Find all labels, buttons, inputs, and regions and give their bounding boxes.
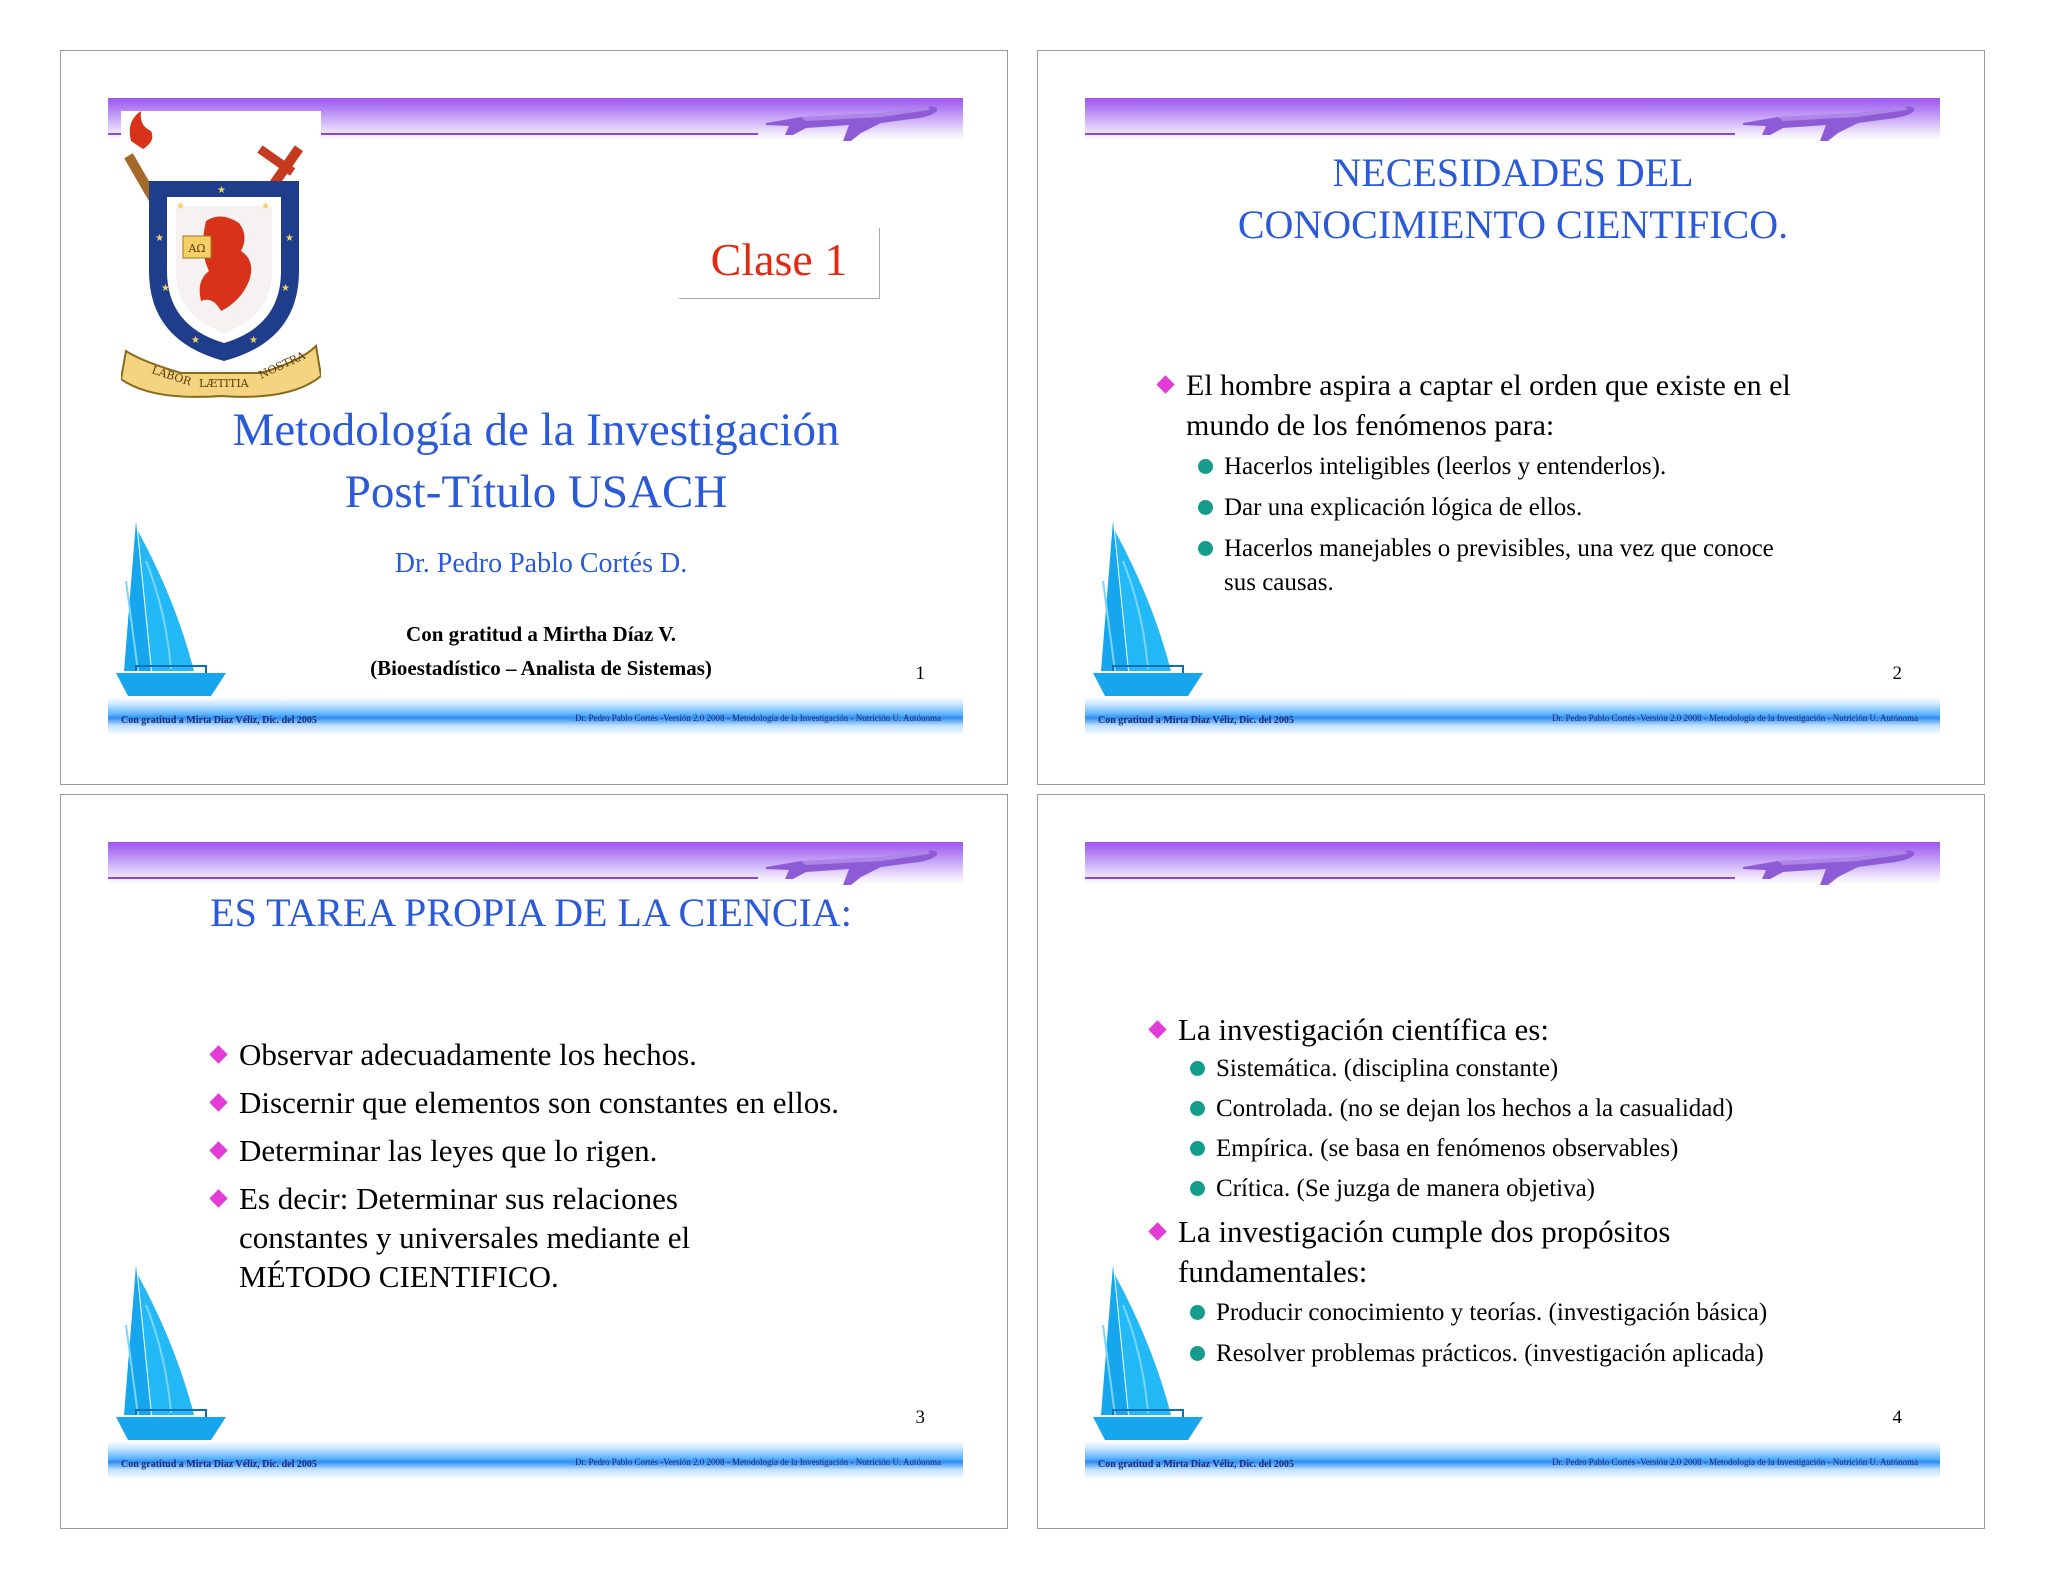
footer-left: Con gratitud a Mirta Diaz Véliz, Dic. del 2005 [121,1459,317,1470]
slide-title-line2: CONOCIMIENTO CIENTIFICO. [1237,202,1789,247]
page-number: 4 [1892,1407,1902,1428]
svg-text:★: ★ [176,201,185,212]
page-number: 3 [915,1407,925,1428]
footer-right: Dr. Pedro Pablo Cortés -Versión 2.0 2008 - Metodología de la Investigación - Nutrición U. Autónoma [1552,1457,1918,1467]
clase-label: Clase 1 [710,234,848,285]
footer-left: Con gratitud a Mirta Diaz Véliz, Dic. del 2005 [121,715,317,726]
course-title-line1: Metodología de la Investigación [232,404,840,456]
course-title-line2: Post-Título USACH [344,466,728,518]
slide-title: ES TAREA PROPIA DE LA CIENCIA: [210,890,852,935]
airplane-icon [761,101,941,145]
footer-right: Dr. Pedro Pablo Cortés -Versión 2.0 2008 - Metodología de la Investigación - Nutrición U. Autónoma [575,1457,941,1467]
circle-bullet-icon [1198,500,1213,515]
slide-4 [1037,794,1985,1529]
gratitude-line1: Con gratitud a Mirtha Díaz V. [406,622,676,646]
sub-item: Resolver problemas prácticos. (investigación aplicada) [1148,1337,1928,1371]
diamond-bullet-icon [1148,1020,1166,1038]
sub-item: Dar una explicación lógica de ellos. [1156,491,1916,525]
sub-item: Producir conocimiento y teorías. (investigación básica) [1148,1296,1928,1330]
airplane-icon [1738,101,1918,145]
gratitude-note [241,617,841,685]
list-item: Discernir que elementos son constantes en ellos. [209,1083,969,1122]
list-item: Determinar las leyes que lo rigen. [209,1131,969,1170]
airplane-icon [761,845,941,889]
author: Dr. Pedro Pablo Cortés D. [394,548,688,579]
svg-text:★: ★ [155,233,164,244]
sailboat-icon [1093,1265,1203,1450]
diamond-bullet-icon [1156,375,1174,393]
header-line [1085,133,1735,135]
crest-motto-1: LABOR [150,363,193,389]
footer-left: Con gratitud a Mirta Diaz Véliz, Dic. del 2005 [1098,715,1294,726]
page-number: 2 [1892,663,1902,684]
slide-3 [60,794,1008,1529]
circle-bullet-icon [1190,1101,1205,1116]
slide-2 [1037,50,1985,785]
crest-motto-3: NOSTRA [256,348,308,382]
usach-crest-icon [121,111,321,401]
circle-bullet-icon [1198,459,1213,474]
footer-right: Dr. Pedro Pablo Cortés -Versión 2.0 2008 - Metodología de la Investigación - Nutrición U. Autónoma [575,713,941,723]
sub-item: Crítica. (Se juzga de manera objetiva) [1148,1172,1928,1206]
slide-1 [60,50,1008,785]
slide-title [1138,147,1888,251]
diamond-bullet-icon [209,1045,227,1063]
footer-left: Con gratitud a Mirta Diaz Véliz, Dic. del 2005 [1098,1459,1294,1470]
svg-text:★: ★ [191,335,200,346]
list-item: La investigación cumple dos propósitos fundamentales: [1148,1212,1928,1292]
slide-title-line1: NECESIDADES DEL [1332,150,1694,195]
sailboat-icon [116,521,226,706]
svg-text:★: ★ [249,335,258,346]
svg-text:★: ★ [285,233,294,244]
circle-bullet-icon [1190,1061,1205,1076]
footer-right: Dr. Pedro Pablo Cortés -Versión 2.0 2008 - Metodología de la Investigación - Nutrición U. Autónoma [1552,713,1918,723]
list-item: Observar adecuadamente los hechos. [209,1035,969,1074]
svg-text:★: ★ [161,283,170,294]
diamond-bullet-icon [209,1141,227,1159]
sub-item: Controlada. (no se dejan los hechos a la casualidad) [1148,1092,1928,1126]
header-line [108,877,758,879]
sailboat-icon [1093,521,1203,706]
bullet-list [209,1035,969,1296]
gratitude-line2: (Bioestadístico – Analista de Sistemas) [370,656,712,680]
crest-motto-2: LÆTITIA [199,377,249,390]
svg-text:★: ★ [281,283,290,294]
course-title [161,399,911,523]
diamond-bullet-icon [209,1189,227,1207]
diamond-bullet-icon [209,1093,227,1111]
sub-item: Sistemática. (disciplina constante) [1148,1052,1928,1086]
crest-alpha-omega: AΩ [188,242,206,255]
svg-text:★: ★ [217,185,226,196]
svg-text:★: ★ [261,201,270,212]
page-number: 1 [915,663,925,684]
sailboat-icon [116,1265,226,1450]
header-line [1085,877,1735,879]
list-item: Es decir: Determinar sus relaciones constantes y universales mediante el MÉTODO CIENTIFICO. [209,1179,969,1296]
list-item: El hombre aspira a captar el orden que existe en el mundo de los fenómenos para: [1156,366,1916,446]
sub-item: Hacerlos manejables o previsibles, una vez que conoce sus causas. [1156,532,1916,600]
bullet-list [1148,1010,1928,1371]
diamond-bullet-icon [1148,1222,1166,1240]
sub-item: Hacerlos inteligibles (leerlos y entenderlos). [1156,450,1916,484]
bullet-list [1156,366,1916,600]
sub-item: Empírica. (se basa en fenómenos observables) [1148,1132,1928,1166]
circle-bullet-icon [1190,1141,1205,1156]
airplane-icon [1738,845,1918,889]
circle-bullet-icon [1190,1181,1205,1196]
list-item: La investigación científica es: [1148,1010,1928,1050]
